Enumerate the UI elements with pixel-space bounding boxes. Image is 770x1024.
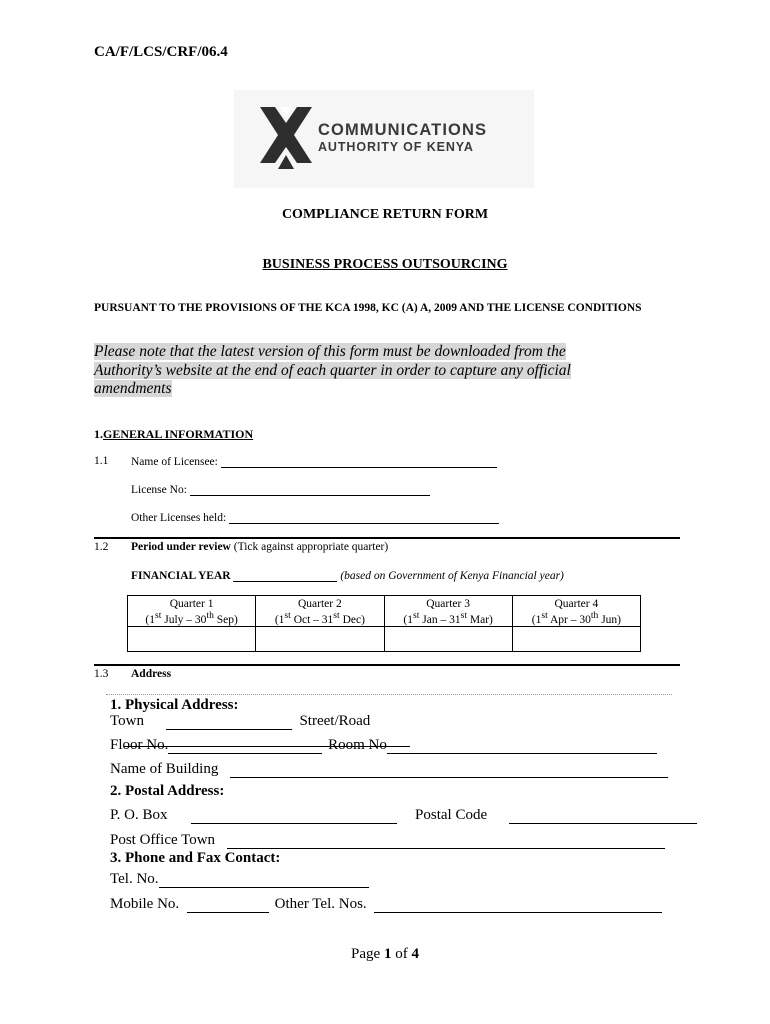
other-tel-label: Other Tel. Nos. xyxy=(274,896,367,912)
financial-year-field[interactable] xyxy=(233,569,337,582)
mobile-no-label: Mobile No. xyxy=(110,896,180,912)
physical-address-heading: 1. Physical Address: xyxy=(110,697,239,713)
license-no-row xyxy=(131,483,430,496)
licensee-name-row xyxy=(131,455,497,468)
form-title: COMPLIANCE RETURN FORM xyxy=(281,207,489,222)
quarter-1-header: Quarter 1 (1st July – 30th Sep) xyxy=(128,596,256,627)
of-label: of xyxy=(391,946,412,962)
mobile-no-field[interactable] xyxy=(187,900,269,913)
tel-row xyxy=(110,871,369,888)
quarter-3-header: Quarter 3 (1st Jan – 31st Mar) xyxy=(384,596,512,627)
financial-year-row xyxy=(131,569,564,582)
floor-no-label: Floor No. xyxy=(110,737,169,753)
download-note xyxy=(94,343,614,399)
town-label: Town xyxy=(110,713,144,729)
building-name-field[interactable] xyxy=(230,765,668,778)
form-subtitle: BUSINESS PROCESS OUTSOURCING xyxy=(262,257,508,272)
period-instruction: (Tick against appropriate quarter) xyxy=(230,541,389,553)
town-field[interactable] xyxy=(166,717,292,730)
quarter-2-tick-cell[interactable] xyxy=(256,627,384,652)
download-note-text: Please note that the latest version of this form must be downloaded from the Authority’s website at the end of each quarter in order to capture any official amendments xyxy=(94,343,571,397)
pursuant-statement: PURSUANT TO THE PROVISIONS OF THE KCA 1998, KC (A) A, 2009 AND THE LICENSE CONDITIONS xyxy=(94,302,642,314)
phone-fax-heading: 3. Phone and Fax Contact: xyxy=(110,850,281,866)
quarter-4-header: Quarter 4 (1st Apr – 30th Jun) xyxy=(512,596,640,627)
other-tel-field[interactable] xyxy=(374,900,662,913)
licensee-name-field[interactable] xyxy=(221,455,497,468)
post-office-town-label: Post Office Town xyxy=(110,832,216,848)
section-divider xyxy=(94,664,680,666)
other-licenses-label: Other Licenses held: xyxy=(131,512,227,524)
room-no-field[interactable] xyxy=(387,741,657,754)
logo-text-line2: AUTHORITY OF KENYA xyxy=(318,140,474,154)
mobile-row xyxy=(110,896,662,913)
item-number-1-2: 1.2 xyxy=(94,541,109,553)
postal-address-heading: 2. Postal Address: xyxy=(110,783,225,799)
other-licenses-row xyxy=(131,511,499,524)
dotted-separator xyxy=(106,694,672,695)
building-row xyxy=(110,761,668,778)
pobox-postal-code-row xyxy=(110,807,697,824)
section-divider xyxy=(94,537,680,539)
postal-code-field[interactable] xyxy=(509,811,697,824)
section-heading-general xyxy=(94,427,253,442)
licensee-name-label: Name of Licensee: xyxy=(131,456,218,468)
page-label: Page xyxy=(351,946,384,962)
license-no-field[interactable] xyxy=(190,483,430,496)
po-box-field[interactable] xyxy=(191,811,397,824)
section-title: GENERAL INFORMATION xyxy=(103,427,254,441)
financial-year-label: FINANCIAL YEAR xyxy=(131,570,231,582)
license-no-label: License No: xyxy=(131,484,187,496)
other-licenses-field[interactable] xyxy=(229,511,499,524)
room-no-label: Room No xyxy=(328,737,387,753)
period-under-review xyxy=(131,541,388,553)
period-label: Period under review xyxy=(131,541,231,553)
post-office-town-field[interactable] xyxy=(227,836,665,849)
quarter-1-tick-cell[interactable] xyxy=(128,627,256,652)
document-code: CA/F/LCS/CRF/06.4 xyxy=(94,44,228,60)
postal-code-label: Postal Code xyxy=(415,807,488,823)
page-total: 4 xyxy=(411,946,419,962)
authority-logo xyxy=(234,90,534,188)
tel-no-label: Tel. No. xyxy=(110,871,159,887)
quarter-2-header: Quarter 2 (1st Oct – 31st Dec) xyxy=(256,596,384,627)
section-number: 1. xyxy=(94,427,103,441)
page-footer xyxy=(0,946,770,963)
po-box-label: P. O. Box xyxy=(110,807,168,823)
item-number-1-3: 1.3 xyxy=(94,668,109,680)
post-office-row xyxy=(110,832,665,849)
floor-no-field[interactable] xyxy=(168,741,322,754)
item-number-1-1: 1.1 xyxy=(94,455,109,467)
quarter-table xyxy=(127,595,641,652)
logo-text-line1: COMMUNICATIONS xyxy=(318,121,488,139)
quarter-3-tick-cell[interactable] xyxy=(384,627,512,652)
ca-x-logo-icon xyxy=(260,107,312,169)
street-road-label: Street/Road xyxy=(299,713,371,729)
quarter-4-tick-cell[interactable] xyxy=(512,627,640,652)
address-label: Address xyxy=(131,668,172,680)
financial-year-note: (based on Government of Kenya Financial year) xyxy=(340,570,564,582)
tel-no-field[interactable] xyxy=(159,875,369,888)
page-number: 1 xyxy=(383,946,392,962)
floor-room-row xyxy=(110,737,657,754)
building-name-label: Name of Building xyxy=(110,761,219,777)
